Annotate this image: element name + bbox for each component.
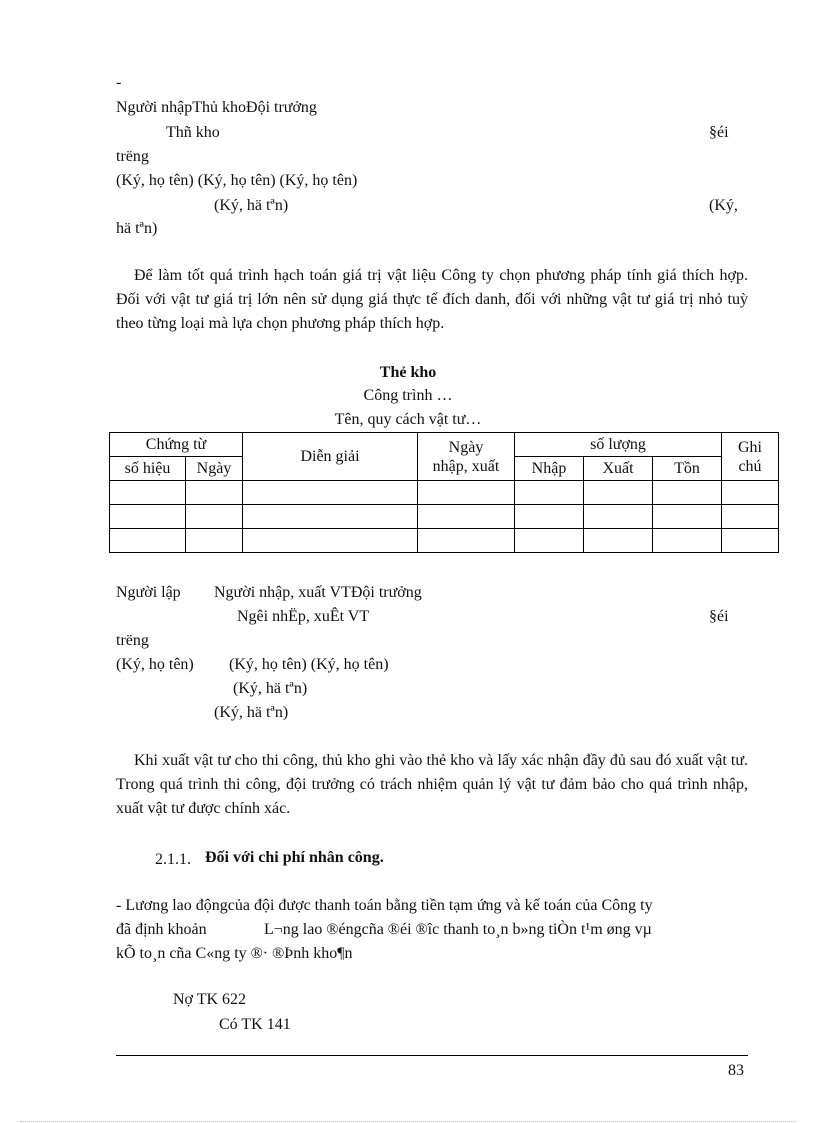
header-xuat: Xuất — [584, 457, 653, 481]
table-cell — [243, 481, 418, 505]
header-ghi-chu — [722, 433, 779, 481]
header-ghi-chu-line1: Ghi — [738, 438, 762, 456]
header-dien-giai: Diễn giải — [243, 433, 418, 481]
table-cell — [722, 505, 779, 529]
header-ngay-nhap-xuat-line2: nhập, xuất — [432, 457, 500, 475]
garbled-labor-text: kÕ to¸n cña C«ng ty ®· ®Þnh kho¶n — [116, 945, 353, 962]
garbled-role-text: Ngêi nhËp, xuÊt VT — [237, 608, 370, 625]
table-cell — [515, 505, 584, 529]
garbled-signature-hint: (Ký, hä tªn) — [214, 704, 289, 721]
garbled-role-text: trëng — [116, 632, 149, 649]
table-cell — [653, 481, 722, 505]
section-number: 2.1.1. — [155, 851, 191, 868]
labor-paragraph-line1: - Lương lao độngcủa đội được thanh toán bằng tiền tạm ứng và kế toán của Công ty — [116, 897, 653, 914]
signature-hint: (Ký, họ tên) — [116, 656, 194, 673]
table-cell — [722, 481, 779, 505]
signature-preparer: Người lập — [116, 584, 181, 601]
header-ton: Tồn — [653, 457, 722, 481]
header-so-hieu: số hiệu — [110, 457, 186, 481]
header-ngay-nhap-xuat — [418, 433, 515, 481]
table-cell — [515, 529, 584, 553]
page-number: 83 — [728, 1062, 744, 1079]
table-row — [110, 529, 779, 553]
table-cell — [418, 529, 515, 553]
table-row — [110, 481, 779, 505]
signature-roles-line: Người nhập, xuất VTĐội trưởng — [214, 584, 422, 601]
table-cell — [110, 505, 186, 529]
signature-roles-line: Người nhậpThủ khoĐội trưởng — [116, 99, 317, 116]
header-nhap: Nhập — [515, 457, 584, 481]
table-row — [110, 505, 779, 529]
table-cell — [653, 529, 722, 553]
table-cell — [722, 529, 779, 553]
table-cell — [418, 481, 515, 505]
header-chung-tu: Chứng từ — [110, 433, 243, 457]
section-title: Đối với chi phí nhân công. — [205, 849, 384, 866]
table-cell — [110, 481, 186, 505]
credit-entry: Có TK 141 — [219, 1016, 291, 1033]
garbled-signature-hint: hä tªn) — [116, 220, 158, 237]
table-cell — [515, 481, 584, 505]
table-cell — [584, 481, 653, 505]
header-ghi-chu-line2: chú — [738, 457, 762, 475]
garbled-signature-hint: (Ký, hä tªn) — [233, 680, 308, 697]
paragraph-pricing-method: Để làm tốt quá trình hạch toán giá trị vật liệu Công ty chọn phương pháp tính giá thích hợp. Đối với vật tư giá trị lớn nên sử dụng giá thực tế đích danh, đối với những vật tư giá trị nhỏ tuỳ theo từng loại mà lựa chọn phương pháp thích hợp. — [116, 267, 748, 332]
dash: - — [116, 74, 122, 91]
paragraph-material-issue: Khi xuất vật tư cho thi công, thủ kho ghi vào thẻ kho và lấy xác nhận đầy đủ sau đó xuất vật tư. Trong quá trình thi công, đội trưởng có trách nhiệm quản lý vật tư đảm bảo cho quá trình nhập, xuất vật tư được chính xác. — [116, 752, 748, 817]
table-cell — [186, 505, 243, 529]
garbled-labor-text: L¬ng lao ®éngcña ®éi ®îc thanh to¸n b»ng tiÒn t¹m øng vµ — [264, 921, 652, 938]
garbled-role-text: Thñ kho — [166, 124, 220, 141]
garbled-role-text: §éi — [709, 124, 729, 141]
table-subtitle-material: Tên, quy cách vật tư… — [334, 411, 482, 428]
table-cell — [243, 505, 418, 529]
signature-hints-line: (Ký, họ tên) (Ký, họ tên) — [229, 656, 389, 673]
table-cell — [186, 481, 243, 505]
table-cell — [653, 505, 722, 529]
table-title: Thẻ kho — [379, 364, 437, 381]
table-cell — [243, 529, 418, 553]
table-cell — [584, 529, 653, 553]
table-cell — [418, 505, 515, 529]
table-cell — [110, 529, 186, 553]
signature-hints-line: (Ký, họ tên) (Ký, họ tên) (Ký, họ tên) — [116, 172, 358, 189]
table-subtitle-project: Công trình … — [363, 387, 453, 404]
garbled-signature-hint: (Ký, hä tªn) — [214, 197, 289, 214]
garbled-signature-hint: (Ký, — [709, 197, 738, 214]
garbled-role-text: §éi — [709, 608, 729, 625]
table-cell — [584, 505, 653, 529]
table-cell — [186, 529, 243, 553]
labor-paragraph-line2-start: đã định khoản — [116, 921, 207, 938]
footer-rule — [116, 1055, 748, 1056]
garbled-role-text: trëng — [116, 148, 149, 165]
table-header-row — [110, 433, 779, 457]
stock-card-table — [109, 432, 779, 553]
debit-entry: Nợ TK 622 — [173, 991, 247, 1008]
header-so-luong: số lượng — [515, 433, 722, 457]
header-ngay: Ngày — [186, 457, 243, 481]
page-edge-dotted-line — [20, 1121, 796, 1122]
header-ngay-nhap-xuat-line1: Ngày — [448, 438, 484, 456]
